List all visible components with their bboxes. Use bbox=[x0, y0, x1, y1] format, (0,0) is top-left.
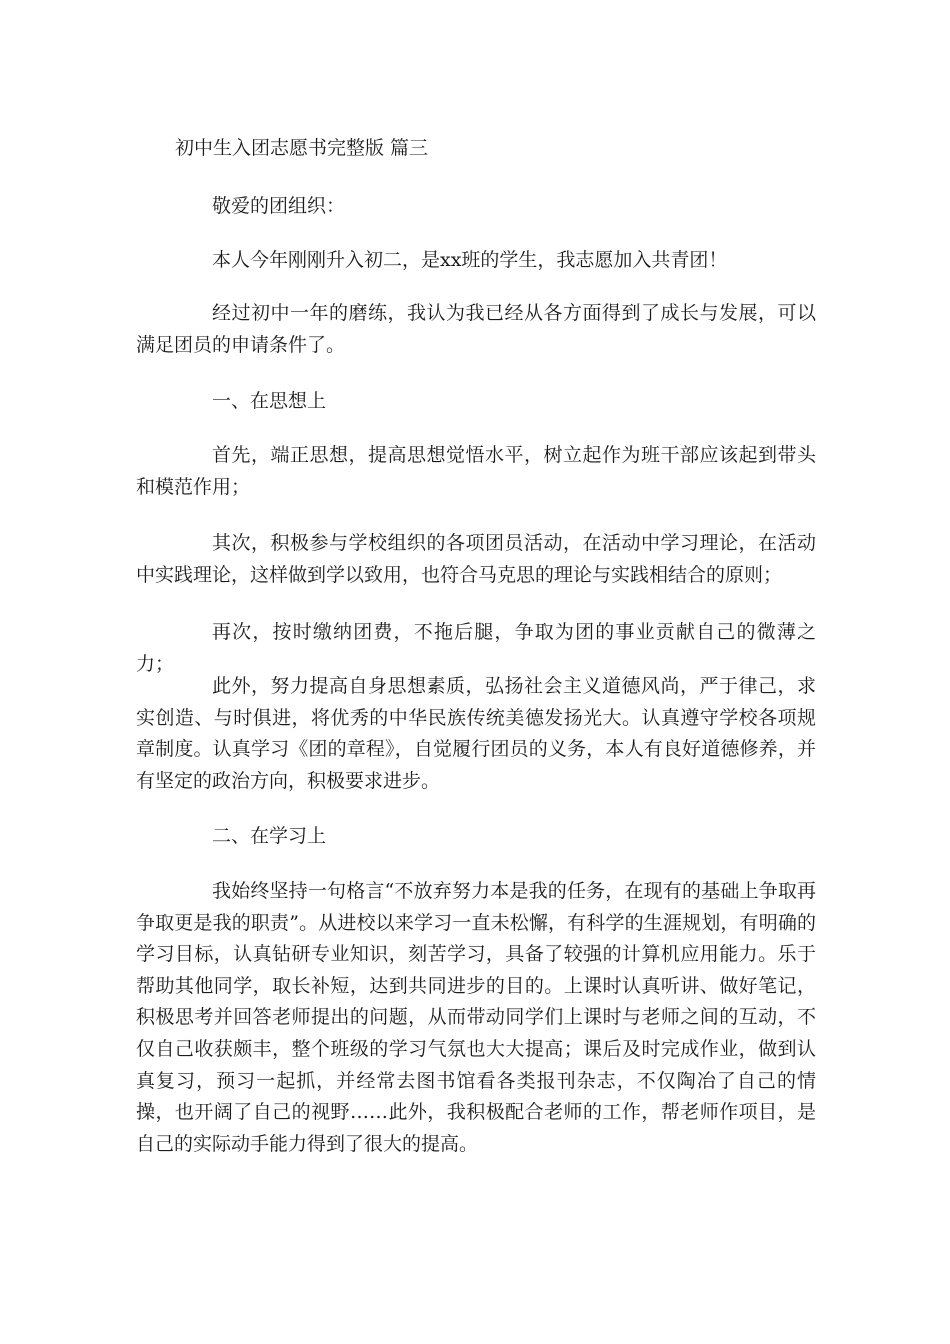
paragraph-second: 其次，积极参与学校组织的各项团员活动，在活动中学习理论，在活动中实践理论，这样做到学以致用，也符合马克思的理论与实践相结合的原则； bbox=[136, 532, 816, 586]
paragraph-moreover: 此外，努力提高自身思想素质，弘扬社会主义道德风尚，严于律己，求实创造、与时俱进，将优秀的中华民族传统美德发扬光大。认真遵守学校各项规章制度。认真学习《团的章程》，自觉履行团员的义务，本人有良好道德修养，并有坚定的政治方向，积极要求进步。 bbox=[136, 675, 816, 792]
salutation: 敬爱的团组织： bbox=[212, 195, 346, 217]
paragraph-first: 首先，端正思想，提高思想觉悟水平，树立起作为班干部应该起到带头和模范作用； bbox=[136, 444, 816, 498]
paragraph-intro: 本人今年刚刚升入初二，是xx班的学生，我志愿加入共青团！ bbox=[212, 249, 728, 271]
section-heading-thought: 一、在思想上 bbox=[212, 390, 327, 412]
paragraph-study: 我始终坚持一句格言“不放弃努力本是我的任务，在现有的基础上争取再争取更是我的职责”。从进校以来学习一直未松懈，有科学的生涯规划，有明确的学习目标，认真钻研专业知识，刻苦学习，具备了较强的计算机应用能力。乐于帮助其他同学，取长补短，达到共同进步的目的。上课时认真听讲、做好笔记，积极思考并回答老师提出的问题，从而带动同学们上课时与老师之间的互动，不仅自己收获颇丰，整个班级的学习气氛也大大提高；课后及时完成作业，做到认真复习，预习一起抓，并经常去图书馆看各类报刊杂志，不仅陶冶了自己的情操，也开阔了自己的视野……此外，我积极配合老师的工作，帮老师作项目，是自己的实际动手能力得到了很大的提高。 bbox=[136, 880, 816, 1155]
paragraph-third: 再次，按时缴纳团费，不拖后腿，争取为团的事业贡献自己的微薄之力； bbox=[136, 621, 816, 675]
paragraph-growth: 经过初中一年的磨练，我认为我已经从各方面得到了成长与发展，可以满足团员的申请条件了。 bbox=[136, 302, 816, 356]
section-heading-study: 二、在学习上 bbox=[212, 825, 327, 847]
document-title: 初中生入团志愿书完整版 篇三 bbox=[175, 137, 429, 159]
